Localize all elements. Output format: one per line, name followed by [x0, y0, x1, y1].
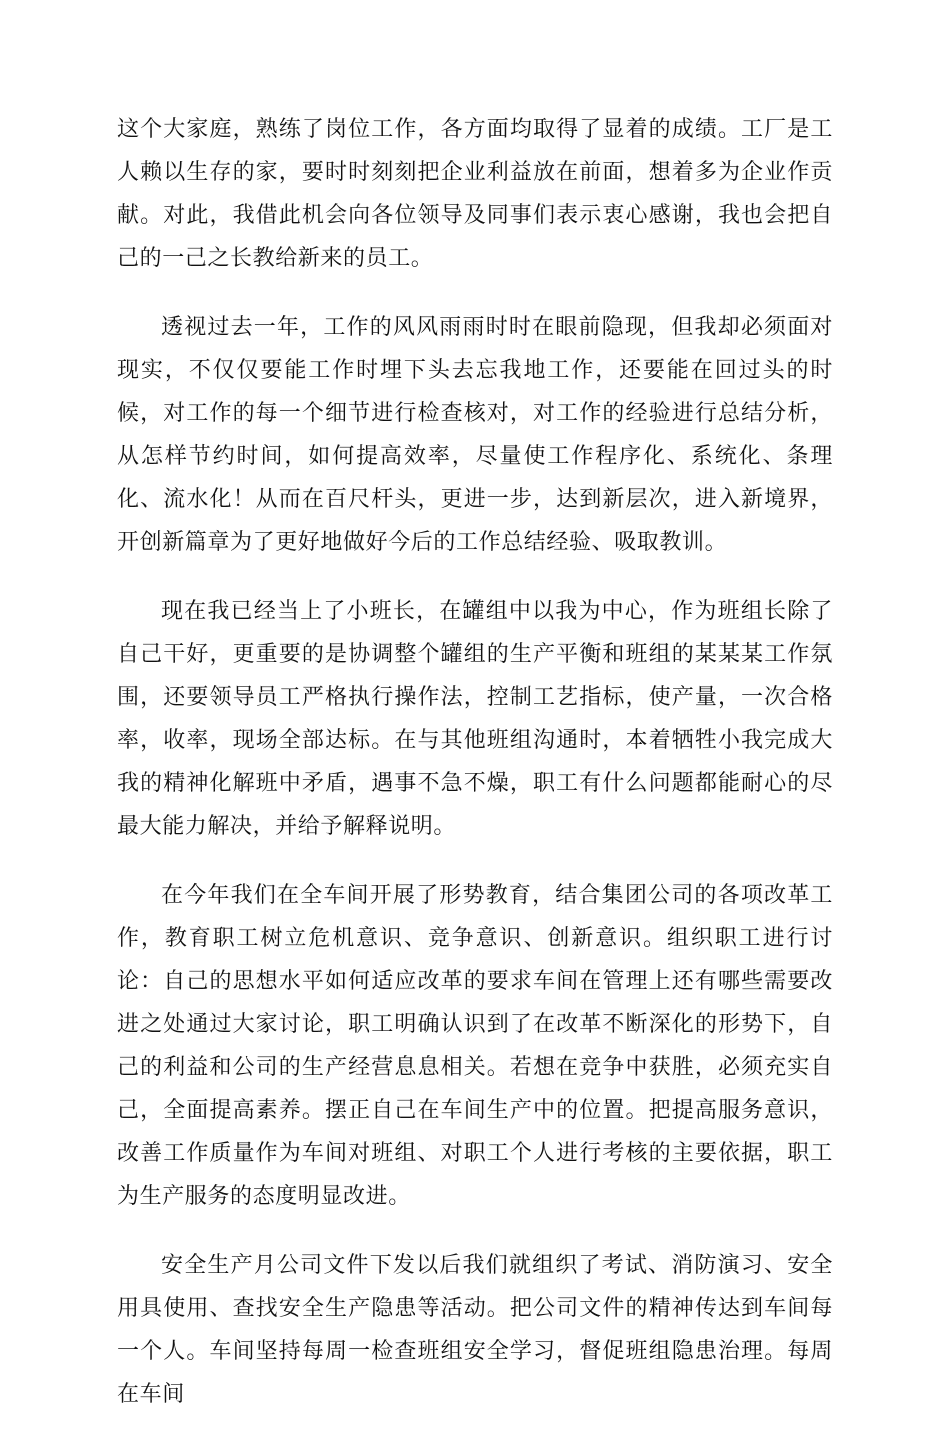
paragraph-2: 透视过去一年，工作的风风雨雨时时在眼前隐现，但我却必须面对现实，不仅仅要能工作时埋下头去忘我地工作，还要能在回过头的时候，对工作的每一个细节进行检查核对，对工作的经验进行总结分析，从怎样节约时间，如何提高效率，尽量使工作程序化、系统化、条理化、流水化！从而在百尺杆头，更进一步，达到新层次，进入新境界，开创新篇章为了更好地做好今后的工作总结经验、吸取教训。: [117, 315, 833, 555]
paragraph-1: 这个大家庭，熟练了岗位工作，各方面均取得了显着的成绩。工厂是工人赖以生存的家，要时时刻刻把企业利益放在前面，想着多为企业作贡献。对此，我借此机会向各位领导及同事们表示衷心感谢，我也会把自己的一己之长教给新来的员工。: [117, 117, 833, 271]
document-body: [117, 108, 833, 1442]
paragraph-5: 安全生产月公司文件下发以后我们就组织了考试、消防演习、安全用具使用、查找安全生产隐患等活动。把公司文件的精神传达到车间每一个人。车间坚持每周一检查班组安全学习，督促班组隐患治理。每周在车间: [117, 1253, 833, 1407]
paragraph-4: 在今年我们在全车间开展了形势教育，结合集团公司的各项改革工作，教育职工树立危机意识、竞争意识、创新意识。组织职工进行讨论：自己的思想水平如何适应改革的要求车间在管理上还有哪些需要改进之处通过大家讨论，职工明确认识到了在改革不断深化的形势下，自己的利益和公司的生产经营息息相关。若想在竞争中获胜，必须充实自己，全面提高素养。摆正自己在车间生产中的位置。把提高服务意识，改善工作质量作为车间对班组、对职工个人进行考核的主要依据，职工为生产服务的态度明显改进。: [117, 883, 833, 1209]
paragraph-3: 现在我已经当上了小班长，在罐组中以我为中心，作为班组长除了自己干好，更重要的是协调整个罐组的生产平衡和班组的某某某工作氛围，还要领导员工严格执行操作法，控制工艺指标，使产量，一次合格率，收率，现场全部达标。在与其他班组沟通时，本着牺牲小我完成大我的精神化解班中矛盾，遇事不急不燥，职工有什么问题都能耐心的尽最大能力解决，并给予解释说明。: [117, 599, 833, 839]
